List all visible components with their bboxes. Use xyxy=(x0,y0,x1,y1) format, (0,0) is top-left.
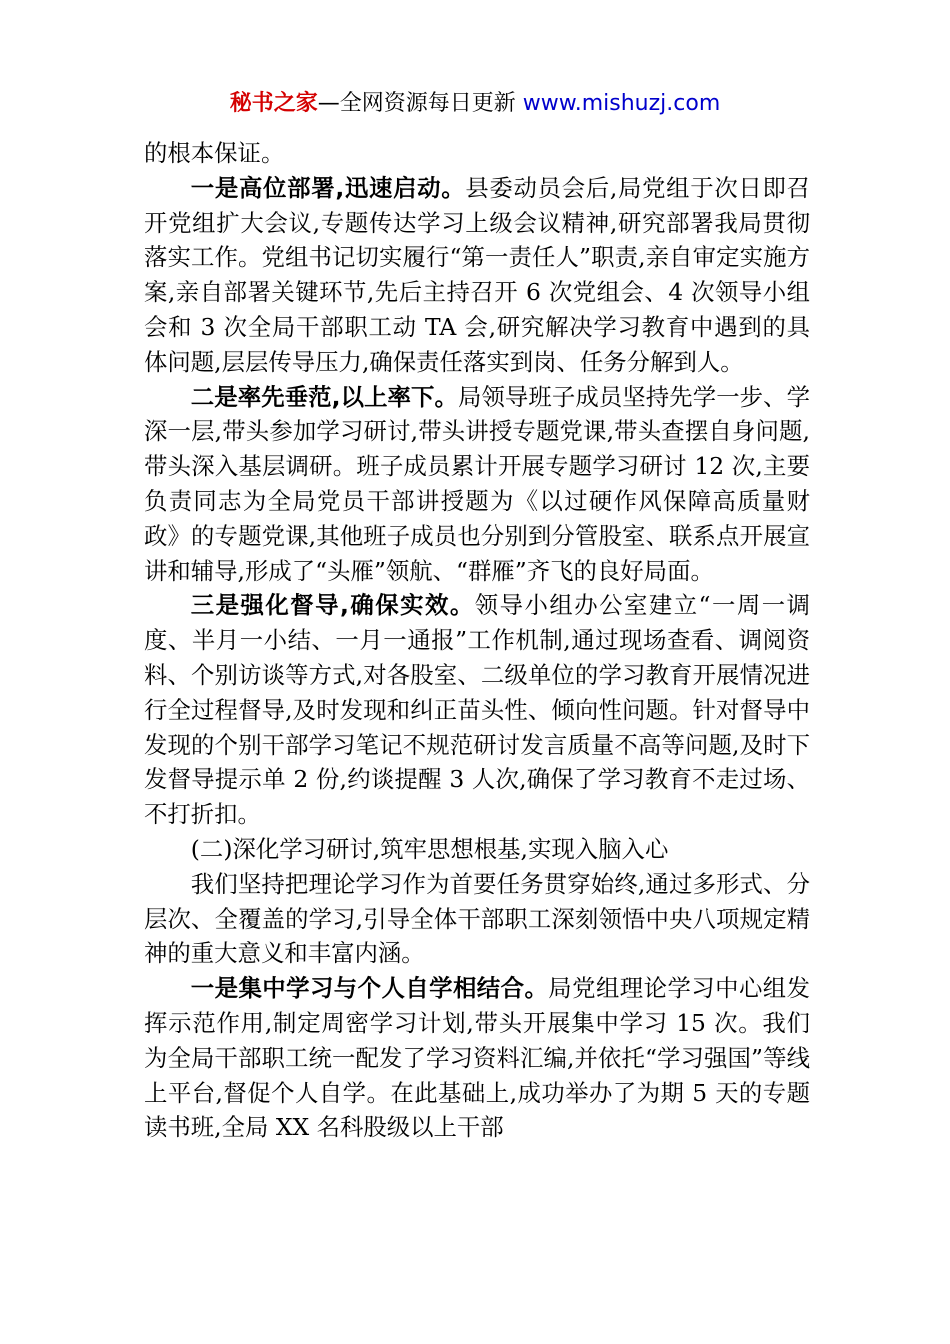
paragraph-point-4 xyxy=(144,971,810,1145)
paragraph-lead: 一是集中学习与个人自学相结合。 xyxy=(190,974,549,1003)
paragraph-text: 我们坚持把理论学习作为首要任务贯穿始终,通过多形式、分层次、全覆盖的学习,引导全体干部职工深刻领悟中央八项规定精神的重大意义和丰富内涵。 xyxy=(144,869,810,968)
section-heading-text: (二)深化学习研讨,筑牢思想根基,实现入脑入心 xyxy=(190,834,669,863)
paragraph-lead: 三是强化督导,确保实效。 xyxy=(190,591,475,620)
paragraph-continuation xyxy=(144,136,810,171)
document-body xyxy=(144,136,810,1145)
paragraph-point-3 xyxy=(144,588,810,832)
paragraph-lead: 二是率先垂范,以上率下。 xyxy=(190,382,458,411)
header-tagline: —全网资源每日更新 xyxy=(317,91,516,116)
brand-name: 秘书之家 xyxy=(229,91,318,116)
header-url-link[interactable]: www.mishuzj.com xyxy=(522,91,721,116)
paragraph-intro xyxy=(144,867,810,971)
page-header xyxy=(0,88,950,120)
paragraph-point-1 xyxy=(144,171,810,380)
section-heading xyxy=(144,832,810,867)
paragraph-point-2 xyxy=(144,380,810,589)
paragraph-text: 局党组理论学习中心组发挥示范作用,制定周密学习计划,带头开展集中学习 15 次。我们为全局干部职工统一配发了学习资料汇编,并依托“学习强国”等线上平台,督促个人自学。在此基础上,成功举办了为期 5 天的专题读书班,全局 XX 名科股级以上干部 xyxy=(144,974,811,1142)
paragraph-text: 的根本保证。 xyxy=(144,139,285,167)
paragraph-lead: 一是高位部署,迅速启动。 xyxy=(190,173,466,202)
paragraph-text: 县委动员会后,局党组于次日即召开党组扩大会议,专题传达学习上级会议精神,研究部署我局贯彻落实工作。党组书记切实履行“第一责任人”职责,亲自审定实施方案,亲自部署关键环节,先后主持召开 6 次党组会、4 次领导小组会和 3 次全局干部职工动 TA 会,研究解决学习教育中遇到的具体问题,层层传导压力,确保责任落实到岗、任务分解到人。 xyxy=(144,173,810,376)
paragraph-text: 局领导班子成员坚持先学一步、学深一层,带头参加学习研讨,带头讲授专题党课,带头查摆自身问题,带头深入基层调研。班子成员累计开展专题学习研讨 12 次,主要负责同志为全局党员干部讲授题为《以过硬作风保障高质量财政》的专题党课,其他班子成员也分别到分管股室、联系点开展宣讲和辅导,形成了“头雁”领航、“群雁”齐飞的良好局面。 xyxy=(144,382,811,585)
paragraph-text: 领导小组办公室建立“一周一调度、半月一小结、一月一通报”工作机制,通过现场查看、调阅资料、个别访谈等方式,对各股室、二级单位的学习教育开展情况进行全过程督导,及时发现和纠正苗头性、倾向性问题。针对督导中发现的个别干部学习笔记不规范研讨发言质量不高等问题,及时下发督导提示单 2 份,约谈提醒 3 人次,确保了学习教育不走过场、不打折扣。 xyxy=(144,591,810,829)
